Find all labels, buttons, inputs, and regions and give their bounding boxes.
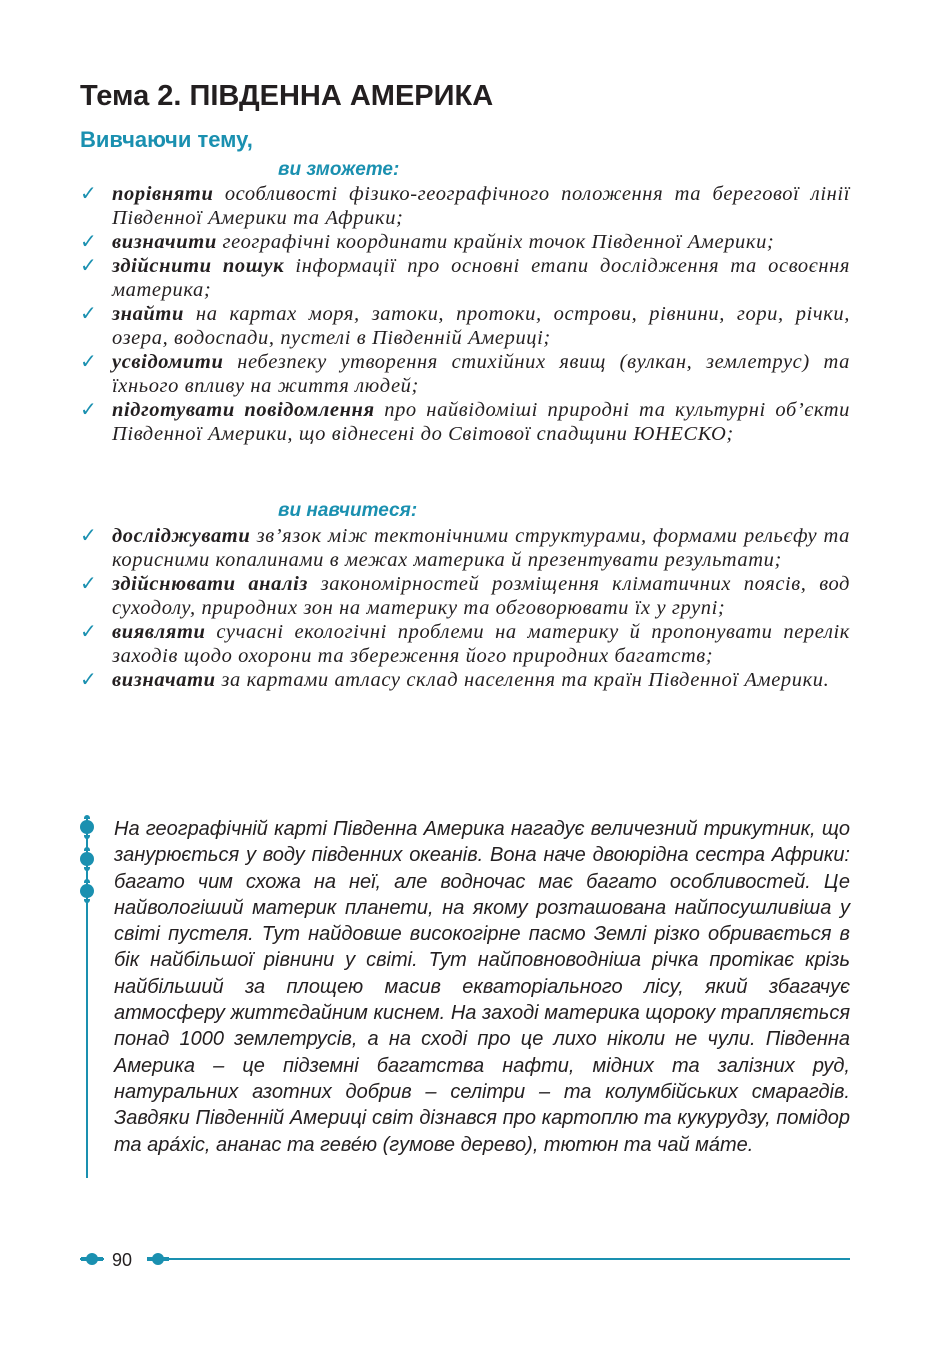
list-item xyxy=(80,524,850,572)
check-icon: ✓ xyxy=(80,523,98,547)
goal-text: закономірностей розміщення кліматичних поясів, вод суходолу, природних зон на материку та обговорювати їх у групі; xyxy=(112,573,850,619)
check-icon: ✓ xyxy=(80,571,98,595)
goal-text: інформації про основні етапи дослідження та освоєння материка; xyxy=(112,255,850,301)
goal-text: за картами атласу склад населення та країн Південної Америки. xyxy=(215,669,830,691)
list-item xyxy=(80,182,850,230)
list-item xyxy=(80,668,850,692)
dot-icon xyxy=(86,1253,98,1265)
check-icon: ✓ xyxy=(80,301,98,325)
dot-icon xyxy=(152,1253,164,1265)
section-label-can: ви зможете: xyxy=(278,159,400,180)
intro-paragraph: На географічній карті Південна Америка нагадує величезний трикутник, що занурюється у воду південних океанів. Вона наче двоюрідна сестра Африки: багато чим схожа на неї, але водночас має багато особливостей. Це найвологіший материк планети, на якому розташована найпосушливіша у світі пустеля. Тут найдовше високогірне пасмо Землі різко обривається в бік найбільшої рівнини у світі. Тут найповноводніша річка протікає крізь найбільший за площею масив екваторіального лісу, який збагачує атмосферу життєдайним киснем. На заході материка щороку трапляється понад 1000 землетрусів, а на сході про це лихо ніколи не чули. Південна Америка – це підземні багатства нафти, мідних та залізних руд, натуральних азотних добрив – селітри – та колумбійських смарагдів. Завдяки Південній Америці світ дізнався про картоплю та кукурудзу, помідор та ара́хіс, ананас та геве́ю (гумове дерево), тютюн та чай ма́те. xyxy=(114,818,850,1156)
dot-icon xyxy=(80,852,94,866)
dot-icon xyxy=(80,884,94,898)
goal-text: географічні координати крайніх точок Південної Америки; xyxy=(216,231,775,253)
list-item xyxy=(80,254,850,302)
list-item xyxy=(80,230,850,254)
list-item xyxy=(80,620,850,668)
list-item xyxy=(80,350,850,398)
goal-text: сучасні екологічні проблеми на материку й пропонувати перелік заходів щодо охорони та збереження його природних багатств; xyxy=(112,621,850,667)
goal-verb: визначити xyxy=(112,231,217,253)
check-icon: ✓ xyxy=(80,667,98,691)
goal-text: на картах моря, затоки, протоки, острови, рівнини, гори, річки, озера, водоспади, пустелі в Південній Америці; xyxy=(112,303,850,349)
goal-verb: досліджувати xyxy=(112,525,251,547)
page-title: Тема 2. ПІВДЕННА АМЕРИКА xyxy=(80,80,494,112)
goal-verb: здійснити пошук xyxy=(112,255,285,277)
check-icon: ✓ xyxy=(80,397,98,421)
check-icon: ✓ xyxy=(80,349,98,373)
goal-verb: здійснювати аналіз xyxy=(112,573,309,595)
goal-text: небезпеку утворення стихійних явищ (вулкан, землетрус) та їхнього впливу на життя людей; xyxy=(112,351,850,397)
check-icon: ✓ xyxy=(80,253,98,277)
list-item xyxy=(80,398,850,446)
check-icon: ✓ xyxy=(80,619,98,643)
goal-text: особливості фізико-географічного положення та берегової лінії Південної Америки та Африки; xyxy=(112,183,850,229)
dot-icon xyxy=(80,820,94,834)
list-item xyxy=(80,572,850,620)
goal-verb: порівняти xyxy=(112,183,214,205)
goal-verb: підготувати повідомлення xyxy=(112,399,375,421)
goal-verb: визначати xyxy=(112,669,216,691)
list-item xyxy=(80,302,850,350)
section-label-learn: ви навчитеся: xyxy=(278,500,418,521)
page-number: 90 xyxy=(112,1250,133,1270)
goal-verb: усвідомити xyxy=(112,351,224,373)
goal-text: зв’язок між тектонічними структурами, формами рельєфу та корисними копалинами в межах материка й презентувати результати; xyxy=(112,525,850,571)
check-icon: ✓ xyxy=(80,229,98,253)
intro-accent-bar xyxy=(86,818,88,1178)
goal-text: про найвідоміші природні та культурні об’єкти Південної Америки, що віднесені до Світової спадщини ЮНЕСКО; xyxy=(112,399,850,445)
check-icon: ✓ xyxy=(80,181,98,205)
goal-verb: виявляти xyxy=(112,621,206,643)
footer-rule xyxy=(80,1258,850,1260)
goals-list-can xyxy=(80,182,850,446)
goals-list-learn xyxy=(80,524,850,692)
section-subtitle: Вивчаючи тему, xyxy=(80,127,253,152)
goal-verb: знайти xyxy=(112,303,184,325)
